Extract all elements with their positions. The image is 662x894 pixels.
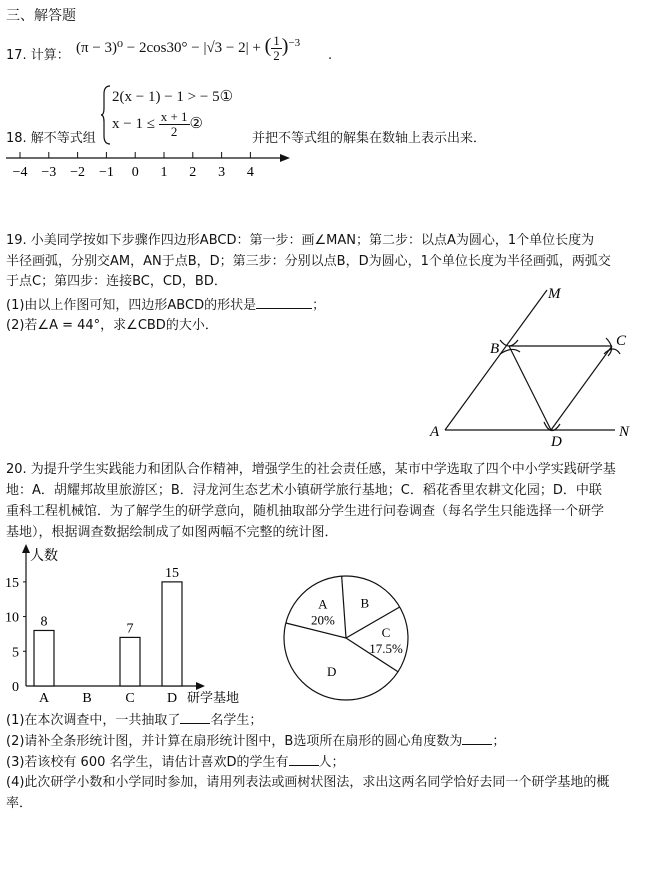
number-line-tick-label: 1 bbox=[160, 165, 168, 180]
q17-exponent: −3 bbox=[288, 36, 301, 49]
q20-part-1-text: (1)在本次调查中，一共抽取了 bbox=[6, 713, 181, 728]
q17-label: 17. 计算： bbox=[6, 48, 70, 63]
y-tick-label: 5 bbox=[12, 645, 19, 661]
label-n: N bbox=[619, 424, 630, 440]
q20-line-1: 20. 为提升学生实践能力和团队合作精神，增强学生的社会责任感，某市中学选取了四个中小学实践研学基 bbox=[6, 462, 616, 477]
q18-ineq2-num: x + 1 bbox=[160, 109, 188, 124]
q20-part-4b: 率． bbox=[6, 796, 33, 811]
q19-part-1-text: (1)由以上作图可知，四边形ABCD的形状是 bbox=[6, 298, 257, 313]
x-axis-label: 研学基地 bbox=[187, 690, 240, 705]
pie-label-B: B bbox=[360, 595, 370, 611]
bar-data-label-A: 8 bbox=[40, 614, 48, 630]
pie-label-D: D bbox=[326, 664, 337, 680]
q20-part-3 bbox=[6, 753, 345, 772]
bar-chart bbox=[0, 542, 270, 712]
q20-line-4: 基地），根据调查数据绘制成了如图两幅不完整的统计图． bbox=[6, 525, 338, 540]
number-line-tick-label: −2 bbox=[70, 165, 86, 180]
pie-chart bbox=[280, 558, 420, 708]
q18-number-line bbox=[0, 148, 300, 184]
x-axis-arrow bbox=[196, 682, 205, 690]
q17-frac-den: 2 bbox=[273, 48, 280, 63]
x-tick-label-B: B bbox=[82, 691, 92, 706]
q17-period: . bbox=[328, 48, 333, 63]
bar-data-label-D: 15 bbox=[165, 565, 179, 581]
pie-percent-C: 17.5% bbox=[369, 641, 403, 657]
number-line-tick-label: 4 bbox=[246, 165, 254, 180]
y-tick-label: 15 bbox=[5, 575, 19, 591]
q20-part-2-end: ； bbox=[492, 734, 506, 749]
label-c: C bbox=[616, 333, 627, 349]
q19-figure bbox=[420, 282, 650, 452]
q18-label: 18. 解不等式组 bbox=[6, 131, 96, 146]
label-a: A bbox=[430, 424, 440, 440]
q20-answer-blank-3[interactable] bbox=[289, 753, 319, 766]
q20-answer-blank-2[interactable] bbox=[462, 732, 492, 745]
q17-expr-main: (π − 3)⁰ − 2cos30° − |√3 − 2| + bbox=[76, 39, 265, 56]
bar-D bbox=[162, 582, 182, 686]
number-line-tick-label: 2 bbox=[189, 165, 197, 180]
pie-percent-A: 20% bbox=[310, 612, 335, 628]
q19-line-2: 半径画弧，分别交AM，AN于点B，D；第三步：分别以点B，D为圆心，1个单位长度为半径画弧，两弧交 bbox=[6, 254, 611, 269]
q18-inequality-2 bbox=[112, 110, 203, 139]
number-line-tick-label: −1 bbox=[98, 165, 114, 180]
x-tick-label-C: C bbox=[125, 691, 135, 706]
q20-part-1-end: 名学生； bbox=[210, 713, 263, 728]
number-line-tick-label: 0 bbox=[131, 165, 139, 180]
number-line-tick-label: −3 bbox=[41, 165, 57, 180]
bar-data-label-C: 7 bbox=[126, 621, 134, 637]
q20-answer-blank-1[interactable] bbox=[180, 711, 210, 724]
number-line-tick-label: 3 bbox=[218, 165, 226, 180]
pie-label-A: A bbox=[318, 596, 328, 612]
q19-line-3: 于点C；第四步：连接BC，CD，BD． bbox=[6, 274, 227, 289]
number-line-tick-label: −4 bbox=[12, 165, 28, 180]
ray-am bbox=[445, 290, 547, 430]
q20-part-4a: (4)此次研学小数和小学同时参加，请用列表法或画树状图法，求出这两名同学恰好去同一个研学基地的概 bbox=[6, 775, 610, 790]
q20-part-3-text: (3)若该校有 600 名学生，请估计喜欢D的学生有 bbox=[6, 755, 289, 770]
q18-ineq2-den: 2 bbox=[170, 124, 178, 139]
q18-ineq2-mark: ② bbox=[189, 115, 203, 132]
q18-ineq2-left: x − 1 ≤ bbox=[112, 115, 155, 132]
q20-line-2: 地：A．胡耀邦故里旅游区；B．浔龙河生态艺术小镇研学旅行基地；C．稻花香里农耕文化园；D．中联 bbox=[6, 483, 602, 498]
q17-frac-num: 1 bbox=[273, 33, 280, 48]
q19-line-1: 19. 小美同学按如下步骤作四边形ABCD：第一步：画∠MAN；第二步：以点A为圆心，1个单位长度为 bbox=[6, 233, 595, 248]
q20-part-1 bbox=[6, 711, 262, 730]
q20-part-2-text: (2)请补全条形统计图，并计算在扇形统计图中，B选项所在扇形的圆心角度数为 bbox=[6, 734, 463, 749]
segment-bd bbox=[509, 346, 551, 430]
x-tick-label-D: D bbox=[166, 691, 178, 706]
y-tick-label: 0 bbox=[12, 680, 19, 695]
label-d: D bbox=[551, 434, 562, 450]
q19-part-2: (2)若∠A = 44°，求∠CBD的大小． bbox=[6, 318, 218, 333]
bar-C bbox=[120, 637, 140, 686]
q18-inequality-1: 2(x − 1) − 1 > − 5① bbox=[112, 89, 234, 105]
section-title: 三、解答题 bbox=[6, 8, 76, 24]
label-m: M bbox=[548, 286, 561, 302]
y-axis-label: 人数 bbox=[30, 549, 58, 564]
bar-A bbox=[34, 630, 54, 686]
q20-line-3: 重科工程机械馆．为了解学生的研学意向，随机抽取部分学生进行问卷调查（每名学生只能选择一个研学 bbox=[6, 504, 605, 519]
segment-cd bbox=[551, 346, 612, 430]
q19-part-1-end: ； bbox=[312, 298, 326, 313]
q19-answer-blank[interactable] bbox=[256, 296, 312, 309]
q17-paren-right: ) bbox=[281, 34, 289, 57]
pie-label-C: C bbox=[381, 625, 391, 641]
q20-part-3-end: 人； bbox=[318, 755, 345, 770]
q18-instruction: 并把不等式组的解集在数轴上表示出来． bbox=[252, 131, 487, 146]
label-b: B bbox=[490, 341, 500, 357]
q19-part-1 bbox=[6, 296, 325, 315]
q17-expression bbox=[76, 34, 300, 63]
y-axis-arrow bbox=[22, 544, 30, 553]
q17-paren-left: ( bbox=[264, 34, 272, 57]
x-tick-label-A: A bbox=[38, 691, 50, 706]
q20-part-2 bbox=[6, 732, 505, 751]
y-tick-label: 10 bbox=[5, 610, 19, 626]
